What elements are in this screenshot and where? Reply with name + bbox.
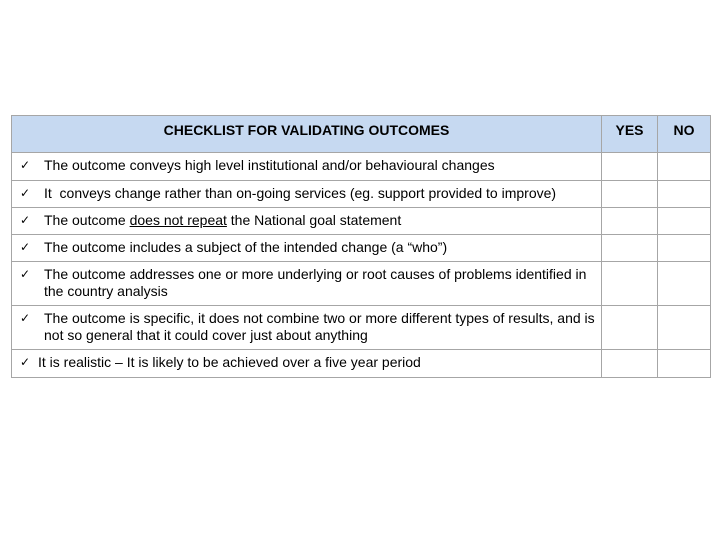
yes-answer-cell[interactable] [602, 235, 658, 262]
checklist-item-text [44, 212, 401, 229]
yes-answer-cell[interactable] [602, 350, 658, 378]
yes-answer-cell[interactable] [602, 306, 658, 350]
table-row [12, 350, 711, 378]
no-answer-cell[interactable] [658, 262, 711, 306]
checkmark-icon: ✓ [20, 186, 31, 200]
outcomes-checklist-table [11, 115, 711, 378]
table-row [12, 208, 711, 235]
yes-answer-cell[interactable] [602, 153, 658, 181]
table-header-row [12, 116, 711, 153]
no-answer-cell[interactable] [658, 235, 711, 262]
no-answer-cell[interactable] [658, 350, 711, 378]
item-text-before: The outcome [44, 212, 130, 228]
checklist-item-text: The outcome conveys high level institutional and/or behavioural changes [44, 157, 495, 173]
checklist-item-text: It conveys change rather than on-going services (eg. support provided to improve) [44, 185, 557, 201]
checklist-item-text: The outcome is specific, it does not combine two or more different types of results, and is not so general that it could cover just about anything [44, 310, 595, 343]
no-answer-cell[interactable] [658, 306, 711, 350]
checklist-title: CHECKLIST FOR VALIDATING OUTCOMES [12, 116, 602, 153]
item-text-after: the National goal statement [226, 212, 402, 228]
table-row [12, 181, 711, 208]
checkmark-icon: ✓ [20, 355, 31, 369]
table-row [12, 235, 711, 262]
yes-answer-cell[interactable] [602, 181, 658, 208]
checkmark-icon: ✓ [20, 267, 31, 281]
no-answer-cell[interactable] [658, 208, 711, 235]
no-answer-cell[interactable] [658, 181, 711, 208]
yes-answer-cell[interactable] [602, 208, 658, 235]
checkmark-icon: ✓ [20, 311, 31, 325]
item-text-underlined: does not repeat [129, 212, 227, 228]
yes-column-header: YES [602, 116, 658, 153]
checkmark-icon: ✓ [20, 213, 31, 227]
table-row [12, 153, 711, 181]
no-answer-cell[interactable] [658, 153, 711, 181]
checkmark-icon: ✓ [20, 240, 31, 254]
checklist-item-text: It is realistic – It is likely to be achieved over a five year period [38, 354, 421, 370]
table-row [12, 262, 711, 306]
table-row [12, 306, 711, 350]
checklist-item-text: The outcome includes a subject of the intended change (a “who”) [44, 239, 448, 255]
checklist-item-text: The outcome addresses one or more underlying or root causes of problems identified in the country analysis [44, 266, 587, 299]
no-column-header: NO [658, 116, 711, 153]
yes-answer-cell[interactable] [602, 262, 658, 306]
checkmark-icon: ✓ [20, 158, 31, 172]
